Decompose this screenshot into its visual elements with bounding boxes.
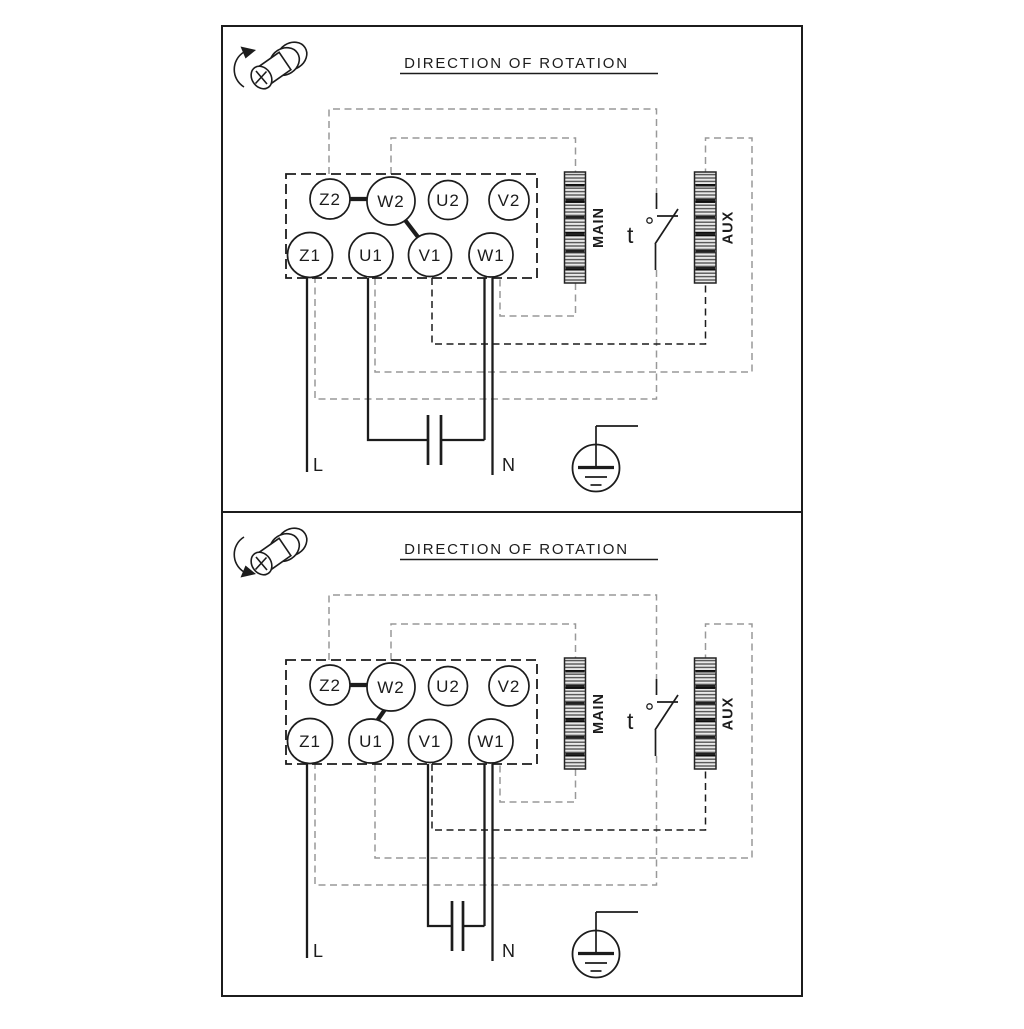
thermal-switch-label: t (627, 222, 634, 248)
aux-winding-label: AUX (720, 210, 737, 245)
line-terminal-label: L (313, 455, 324, 475)
main-winding-band (566, 718, 585, 722)
aux-winding-band (696, 685, 716, 689)
switch-blade (655, 209, 678, 244)
terminal-V1-label: V1 (418, 732, 442, 751)
thermal-degree-symbol (647, 704, 652, 709)
main-winding-bar (565, 658, 586, 769)
wire-switch-loop-bottom (315, 270, 657, 399)
rotation-arrow-arc (234, 537, 244, 572)
switch-blade (655, 695, 678, 730)
line-terminal-label: L (313, 941, 324, 961)
aux-winding-bar (695, 658, 717, 769)
supply-wiring (307, 278, 493, 475)
terminal-V2-label: V2 (497, 677, 521, 696)
terminal-Z1-label: Z1 (299, 246, 321, 265)
thermal-switch-label: t (627, 708, 634, 734)
thermal-switch (655, 679, 678, 756)
panel-title: DIRECTION OF ROTATION (404, 541, 629, 558)
wire-switch-loop-bottom (315, 756, 657, 885)
main-winding-band (566, 267, 585, 271)
aux-winding-bar (695, 172, 717, 283)
panel-title: DIRECTION OF ROTATION (404, 55, 629, 72)
wire-w2-to-main (391, 138, 576, 174)
main-winding-band (566, 685, 585, 689)
thermal-switch (655, 193, 678, 270)
aux-winding-band (696, 753, 716, 757)
main-winding-band (566, 199, 585, 203)
terminal-Z2-label: Z2 (319, 676, 341, 695)
terminal-V1-label: V1 (418, 246, 442, 265)
neutral-terminal-label: N (502, 455, 515, 475)
aux-winding-band (696, 184, 716, 187)
aux-winding-band (696, 267, 716, 271)
wire-v1-to-aux-bottom (432, 764, 706, 830)
neutral-terminal-label: N (502, 941, 515, 961)
ground-symbol (573, 912, 639, 978)
main-winding-band (566, 702, 585, 705)
main-winding-band (566, 216, 585, 219)
aux-winding-band (696, 702, 716, 705)
main-winding-label: MAIN (591, 206, 607, 249)
rotation-arrow-arc (234, 52, 244, 87)
main-winding-bar (565, 172, 586, 283)
terminal-U2-label: U2 (436, 677, 460, 696)
aux-winding-band (696, 736, 716, 739)
wire-u1-to-capacitor (368, 278, 428, 440)
wire-w2-to-main (391, 624, 576, 660)
terminal-U2-label: U2 (436, 191, 460, 210)
terminal-U1-label: U1 (359, 246, 383, 265)
terminal-Z2-label: Z2 (319, 190, 341, 209)
main-winding-label: MAIN (591, 692, 607, 735)
wire-v1-to-aux-bottom (432, 278, 706, 344)
ground-symbol (573, 426, 639, 492)
terminal-W2-label: W2 (377, 192, 405, 211)
terminal-W2-label: W2 (377, 678, 405, 697)
aux-winding-band (696, 216, 716, 219)
aux-winding-label: AUX (720, 696, 737, 731)
aux-winding-band (696, 718, 716, 722)
thermal-degree-symbol (647, 218, 652, 223)
main-winding-band (566, 670, 585, 673)
terminal-link-W2-V1 (405, 220, 418, 237)
main-winding-band (566, 184, 585, 187)
rotation-direction-icon (234, 37, 312, 93)
aux-winding-band (696, 670, 716, 673)
aux-winding-band (696, 232, 716, 236)
panel-1 (234, 37, 752, 492)
supply-wiring (307, 764, 493, 961)
main-winding-band (566, 736, 585, 739)
aux-winding-band (696, 250, 716, 253)
terminal-Z1-label: Z1 (299, 732, 321, 751)
main-winding-band (566, 232, 585, 236)
terminal-W1-label: W1 (477, 246, 505, 265)
main-winding-band (566, 250, 585, 253)
terminal-V2-label: V2 (497, 191, 521, 210)
panel-2 (234, 523, 752, 978)
terminal-W1-label: W1 (477, 732, 505, 751)
terminal-U1-label: U1 (359, 732, 383, 751)
aux-winding-band (696, 199, 716, 203)
main-winding-band (566, 753, 585, 757)
rotation-direction-icon (234, 523, 312, 579)
